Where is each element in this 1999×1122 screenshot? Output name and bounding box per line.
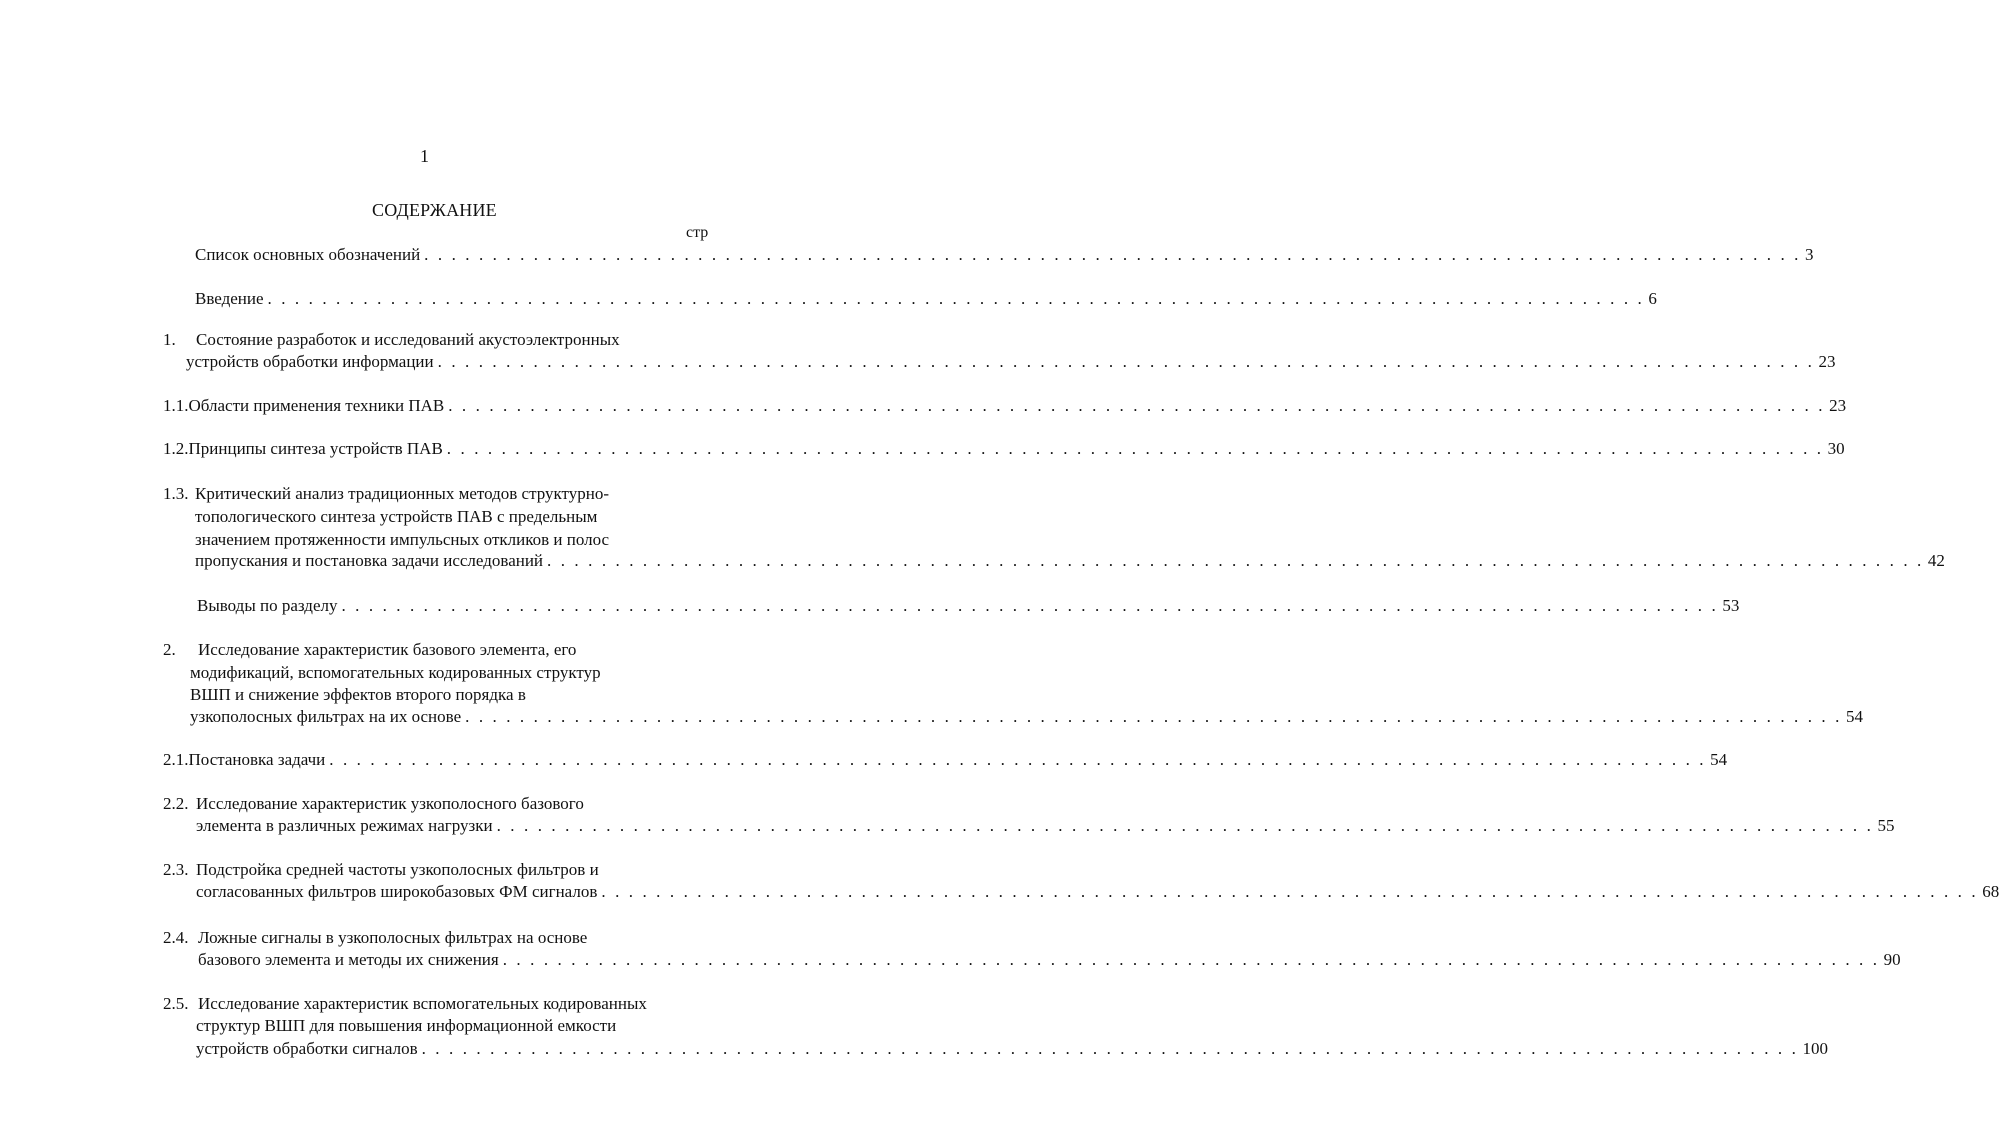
toc-entry-text: Ложные сигналы в узкополосных фильтрах на основе <box>198 928 588 947</box>
toc-entry-page: 23 <box>1829 396 1847 415</box>
toc-entry-symbols <box>195 245 1814 267</box>
toc-entry-2-2 <box>163 794 711 816</box>
toc-entry-text: элемента в различных режимах нагрузки <box>196 816 493 835</box>
toc-entry-2-3-cont <box>196 882 1999 904</box>
toc-entry-text: Исследование характеристик базового элемента, его <box>198 640 577 659</box>
toc-entry-page: 53 <box>1722 596 1740 615</box>
toc-entry-conclusions <box>197 596 1740 618</box>
toc-entry-text: Исследование характеристик вспомогательных кодированных <box>198 994 647 1013</box>
toc-entry-1 <box>163 330 708 352</box>
toc-entry-1-1 <box>163 396 1847 418</box>
toc-entry-text: узкополосных фильтрах на их основе <box>190 707 462 726</box>
toc-entry-number: 1.2. <box>163 439 189 458</box>
toc-entry-page: 55 <box>1877 816 1895 835</box>
toc-entry-text: структур ВШП для повышения информационной емкости <box>196 1016 617 1035</box>
toc-leader: . . . . . . . . . . . . . . . . . . . . . . . . . . . . . . . . . . . . . . . . . . . . . . . . . . . . . . . . . . . . . . . . . . . . . . . . . . . . . . . . . . . . . . . . . . . . . . . . . . . . . <box>496 816 1874 835</box>
toc-entry-text: ВШП и снижение эффектов второго порядка в <box>190 685 526 704</box>
toc-leader: . . . . . . . . . . . . . . . . . . . . . . . . . . . . . . . . . . . . . . . . . . . . . . . . . . . . . . . . . . . . . . . . . . . . . . . . . . . . . . . . . . . . . . . . . . . . . . . . . . . . . <box>424 245 1802 264</box>
toc-entry-number: 1. <box>163 330 176 349</box>
toc-entry-page: 30 <box>1827 439 1845 458</box>
toc-entry-page: 23 <box>1818 352 1836 371</box>
toc-entry-page: 100 <box>1802 1039 1828 1058</box>
toc-entry-text: значением протяженности импульсных откликов и полос <box>195 530 610 549</box>
toc-entry-text: Критический анализ традиционных методов структурно- <box>195 484 610 503</box>
toc-entry-text: согласованных фильтров широкобазовых ФМ сигналов <box>196 882 598 901</box>
toc-entry-2-4-cont <box>198 950 1901 972</box>
toc-entry-number: 1.3. <box>163 484 189 503</box>
toc-entry-1-2 <box>163 439 1845 461</box>
toc-leader: . . . . . . . . . . . . . . . . . . . . . . . . . . . . . . . . . . . . . . . . . . . . . . . . . . . . . . . . . . . . . . . . . . . . . . . . . . . . . . . . . . . . . . . . . . . . . . . . . . . . . <box>502 950 1880 969</box>
toc-entry-number: 1.1. <box>163 396 189 415</box>
toc-leader: . . . . . . . . . . . . . . . . . . . . . . . . . . . . . . . . . . . . . . . . . . . . . . . . . . . . . . . . . . . . . . . . . . . . . . . . . . . . . . . . . . . . . . . . . . . . . . . . . . . . . <box>547 551 1924 570</box>
toc-entry-text: устройств обработки сигналов <box>196 1039 418 1058</box>
toc-entry-1-3-cont <box>195 551 1945 573</box>
toc-entry-2-cont <box>190 685 705 707</box>
toc-entry-intro <box>195 289 1657 311</box>
toc-entry-2-5-cont <box>196 1039 1828 1061</box>
toc-entry-page: 6 <box>1648 289 1657 308</box>
toc-entry-text: Исследование характеристик узкополосного базового <box>196 794 584 813</box>
toc-entry-text: пропускания и постановка задачи исследований <box>195 551 544 570</box>
toc-leader: . . . . . . . . . . . . . . . . . . . . . . . . . . . . . . . . . . . . . . . . . . . . . . . . . . . . . . . . . . . . . . . . . . . . . . . . . . . . . . . . . . . . . . . . . . . . . . . . . . . . . <box>341 596 1719 615</box>
toc-leader: . . . . . . . . . . . . . . . . . . . . . . . . . . . . . . . . . . . . . . . . . . . . . . . . . . . . . . . . . . . . . . . . . . . . . . . . . . . . . . . . . . . . . . . . . . . . . . . . . . . . . <box>601 882 1979 901</box>
toc-entry-page: 90 <box>1883 950 1901 969</box>
toc-entry-page: 54 <box>1710 750 1728 769</box>
toc-entry-2-4 <box>163 928 711 950</box>
toc-entry-1-cont <box>186 352 1836 374</box>
toc-leader: . . . . . . . . . . . . . . . . . . . . . . . . . . . . . . . . . . . . . . . . . . . . . . . . . . . . . . . . . . . . . . . . . . . . . . . . . . . . . . . . . . . . . . . . . . . . . . . . . . . . . <box>329 750 1707 769</box>
page-title: СОДЕРЖАНИЕ <box>372 200 497 220</box>
toc-leader: . . . . . . . . . . . . . . . . . . . . . . . . . . . . . . . . . . . . . . . . . . . . . . . . . . . . . . . . . . . . . . . . . . . . . . . . . . . . . . . . . . . . . . . . . . . . . . . . . . . . . <box>267 289 1645 308</box>
toc-entry-number: 2.1. <box>163 750 189 769</box>
toc-entry-text: Выводы по разделу <box>197 596 338 615</box>
toc-entry-2-3 <box>163 860 711 882</box>
toc-leader: . . . . . . . . . . . . . . . . . . . . . . . . . . . . . . . . . . . . . . . . . . . . . . . . . . . . . . . . . . . . . . . . . . . . . . . . . . . . . . . . . . . . . . . . . . . . . . . . . . . . . <box>421 1039 1799 1058</box>
page-number: 1 <box>420 146 429 166</box>
toc-entry-1-3-cont <box>195 530 705 552</box>
toc-entry-number: 2.5. <box>163 994 189 1013</box>
toc-entry-number: 2.3. <box>163 860 189 879</box>
toc-entry-2-cont <box>190 663 705 685</box>
toc-entry-2-1 <box>163 750 1728 772</box>
toc-entry-text: Подстройка средней частоты узкополосных фильтров и <box>196 860 599 879</box>
toc-entry-text: Принципы синтеза устройств ПАВ <box>188 439 443 458</box>
toc-leader: . . . . . . . . . . . . . . . . . . . . . . . . . . . . . . . . . . . . . . . . . . . . . . . . . . . . . . . . . . . . . . . . . . . . . . . . . . . . . . . . . . . . . . . . . . . . . . . . . . . . . <box>446 439 1824 458</box>
toc-entry-text: модификаций, вспомогательных кодированных структур <box>190 663 601 682</box>
toc-entry-page: 3 <box>1805 245 1814 264</box>
toc-entry-number: 2.2. <box>163 794 189 813</box>
toc-entry-text: устройств обработки информации <box>186 352 434 371</box>
toc-entry-page: 42 <box>1927 551 1945 570</box>
toc-entry-number: 2. <box>163 640 176 659</box>
toc-entry-text: базового элемента и методы их снижения <box>198 950 499 969</box>
toc-entry-text: Постановка задачи <box>188 750 326 769</box>
toc-leader: . . . . . . . . . . . . . . . . . . . . . . . . . . . . . . . . . . . . . . . . . . . . . . . . . . . . . . . . . . . . . . . . . . . . . . . . . . . . . . . . . . . . . . . . . . . . . . . . . . . . . <box>437 352 1815 371</box>
toc-entry-page: 68 <box>1982 882 1999 901</box>
toc-entry-text: Введение <box>195 289 264 308</box>
toc-entry-2 <box>163 640 708 662</box>
toc-leader: . . . . . . . . . . . . . . . . . . . . . . . . . . . . . . . . . . . . . . . . . . . . . . . . . . . . . . . . . . . . . . . . . . . . . . . . . . . . . . . . . . . . . . . . . . . . . . . . . . . . . <box>448 396 1826 415</box>
toc-entry-1-3-cont <box>195 507 705 529</box>
toc-entry-number: 2.4. <box>163 928 189 947</box>
toc-entry-1-3 <box>163 484 708 506</box>
toc-entry-2-5 <box>163 994 723 1016</box>
toc-entry-2-cont <box>190 707 1863 729</box>
toc-entry-text: Состояние разработок и исследований акустоэлектронных <box>196 330 620 349</box>
page-column-header: стр <box>686 224 709 241</box>
toc-leader: . . . . . . . . . . . . . . . . . . . . . . . . . . . . . . . . . . . . . . . . . . . . . . . . . . . . . . . . . . . . . . . . . . . . . . . . . . . . . . . . . . . . . . . . . . . . . . . . . . . . . <box>465 707 1842 726</box>
toc-entry-page: 54 <box>1845 707 1863 726</box>
toc-entry-text: Список основных обозначений <box>195 245 421 264</box>
toc-entry-text: топологического синтеза устройств ПАВ с предельным <box>195 507 598 526</box>
toc-entry-2-5-cont <box>196 1016 721 1038</box>
toc-entry-text: Области применения техники ПАВ <box>188 396 445 415</box>
toc-entry-2-2-cont <box>196 816 1895 838</box>
